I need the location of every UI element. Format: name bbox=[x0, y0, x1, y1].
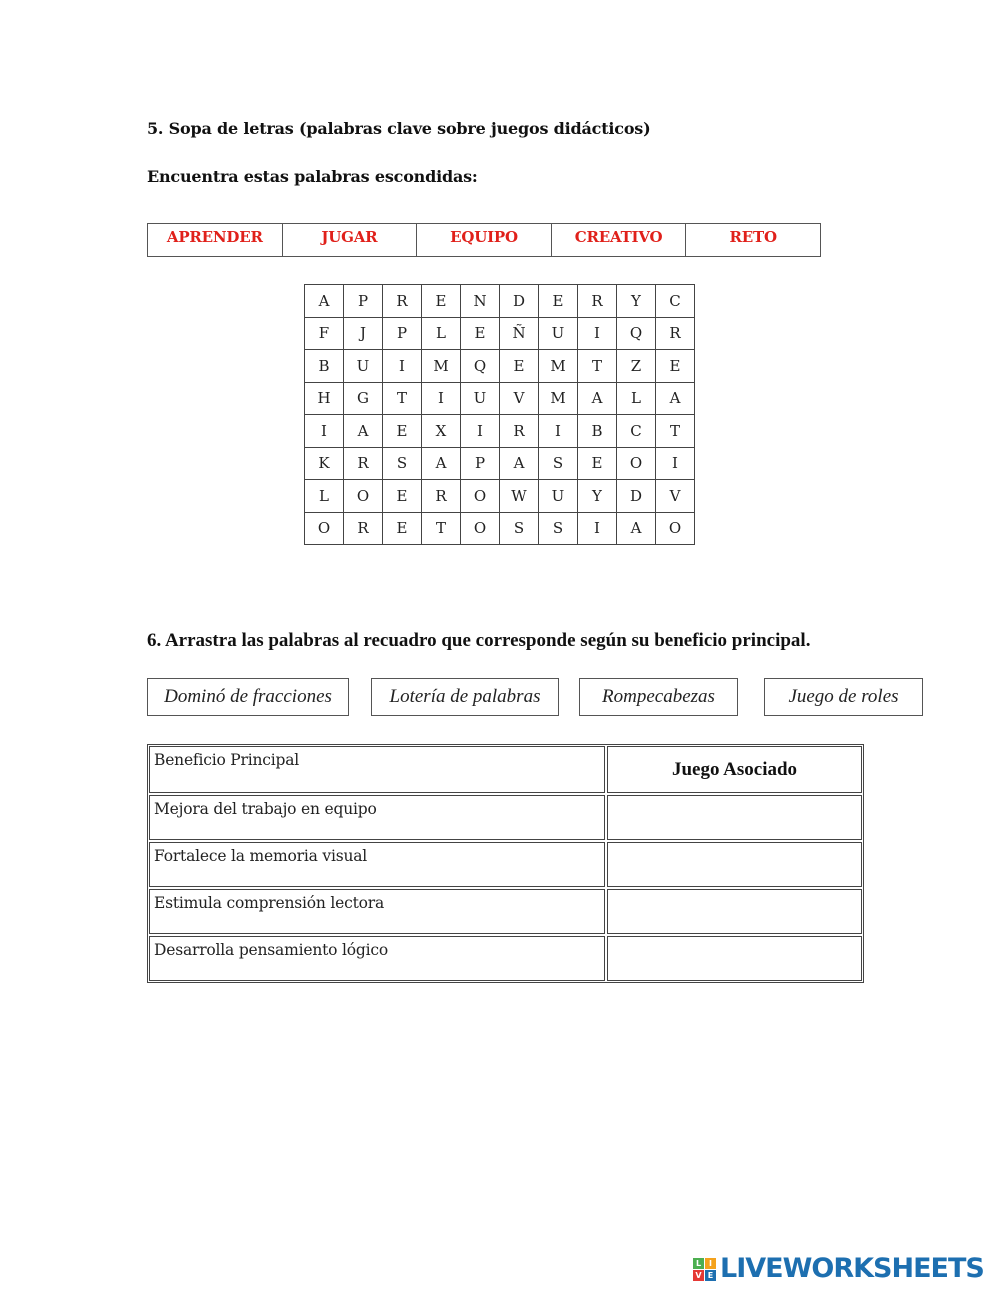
table-row bbox=[149, 795, 862, 840]
word-jugar: JUGAR bbox=[283, 224, 418, 256]
grid-letter[interactable]: U bbox=[539, 317, 578, 350]
grid-letter[interactable]: M bbox=[539, 382, 578, 415]
drop-zone-2[interactable] bbox=[607, 842, 862, 887]
grid-letter[interactable]: U bbox=[344, 350, 383, 383]
grid-row bbox=[305, 512, 695, 545]
grid-letter[interactable]: L bbox=[305, 480, 344, 513]
table-row bbox=[149, 889, 862, 934]
grid-letter[interactable]: A bbox=[344, 415, 383, 448]
grid-row bbox=[305, 382, 695, 415]
grid-letter[interactable]: R bbox=[344, 512, 383, 545]
chip-juego-roles[interactable]: Juego de roles bbox=[764, 678, 923, 716]
grid-letter[interactable]: R bbox=[344, 447, 383, 480]
section-5-instruction: Encuentra estas palabras escondidas: bbox=[147, 167, 478, 186]
grid-row bbox=[305, 447, 695, 480]
grid-letter[interactable]: T bbox=[422, 512, 461, 545]
grid-letter[interactable]: E bbox=[383, 512, 422, 545]
grid-letter[interactable]: S bbox=[539, 512, 578, 545]
grid-row bbox=[305, 415, 695, 448]
drop-zone-4[interactable] bbox=[607, 936, 862, 981]
grid-letter[interactable]: A bbox=[305, 285, 344, 318]
section-6-title: 6. Arrastra las palabras al recuadro que corresponde según su beneficio principal. bbox=[147, 630, 811, 651]
grid-letter[interactable]: E bbox=[461, 317, 500, 350]
grid-letter[interactable]: Q bbox=[461, 350, 500, 383]
grid-letter[interactable]: Y bbox=[617, 285, 656, 318]
grid-letter[interactable]: E bbox=[578, 447, 617, 480]
grid-letter[interactable]: P bbox=[383, 317, 422, 350]
table-row bbox=[149, 842, 862, 887]
chip-domino-fracciones[interactable]: Dominó de fracciones bbox=[147, 678, 349, 716]
grid-letter[interactable]: T bbox=[383, 382, 422, 415]
grid-letter[interactable]: R bbox=[383, 285, 422, 318]
grid-letter[interactable]: T bbox=[656, 415, 695, 448]
grid-letter[interactable]: S bbox=[539, 447, 578, 480]
grid-letter[interactable]: R bbox=[422, 480, 461, 513]
grid-letter[interactable]: A bbox=[578, 382, 617, 415]
grid-letter[interactable]: C bbox=[617, 415, 656, 448]
liveworksheets-logo bbox=[693, 1254, 984, 1284]
grid-letter[interactable]: I bbox=[305, 415, 344, 448]
grid-letter[interactable]: A bbox=[500, 447, 539, 480]
grid-letter[interactable]: D bbox=[617, 480, 656, 513]
grid-letter[interactable]: G bbox=[344, 382, 383, 415]
grid-letter[interactable]: E bbox=[383, 480, 422, 513]
grid-letter[interactable]: C bbox=[656, 285, 695, 318]
grid-letter[interactable]: U bbox=[461, 382, 500, 415]
grid-letter[interactable]: S bbox=[500, 512, 539, 545]
grid-letter[interactable]: O bbox=[461, 480, 500, 513]
benefit-label: Desarrolla pensamiento lógico bbox=[149, 936, 605, 981]
grid-letter[interactable]: D bbox=[500, 285, 539, 318]
grid-letter[interactable]: M bbox=[539, 350, 578, 383]
grid-letter[interactable]: P bbox=[461, 447, 500, 480]
grid-letter[interactable]: H bbox=[305, 382, 344, 415]
grid-letter[interactable]: L bbox=[617, 382, 656, 415]
table-header-row bbox=[149, 746, 862, 793]
grid-letter[interactable]: V bbox=[500, 382, 539, 415]
grid-letter[interactable]: X bbox=[422, 415, 461, 448]
grid-letter[interactable]: E bbox=[539, 285, 578, 318]
grid-letter[interactable]: F bbox=[305, 317, 344, 350]
grid-letter[interactable]: R bbox=[656, 317, 695, 350]
grid-letter[interactable]: O bbox=[617, 447, 656, 480]
word-creativo: CREATIVO bbox=[552, 224, 687, 256]
grid-letter[interactable]: B bbox=[578, 415, 617, 448]
grid-letter[interactable]: I bbox=[383, 350, 422, 383]
word-aprender: APRENDER bbox=[148, 224, 283, 256]
logo-text: LIVEWORKSHEETS bbox=[720, 1253, 984, 1284]
grid-letter[interactable]: A bbox=[656, 382, 695, 415]
grid-letter[interactable]: N bbox=[461, 285, 500, 318]
grid-letter[interactable]: B bbox=[305, 350, 344, 383]
drop-zone-3[interactable] bbox=[607, 889, 862, 934]
grid-letter[interactable]: M bbox=[422, 350, 461, 383]
grid-letter[interactable]: A bbox=[617, 512, 656, 545]
benefit-label: Mejora del trabajo en equipo bbox=[149, 795, 605, 840]
benefit-label: Fortalece la memoria visual bbox=[149, 842, 605, 887]
grid-letter[interactable]: L bbox=[422, 317, 461, 350]
grid-letter[interactable]: E bbox=[500, 350, 539, 383]
table-row bbox=[149, 936, 862, 981]
grid-letter[interactable]: Z bbox=[617, 350, 656, 383]
grid-letter[interactable]: Ñ bbox=[500, 317, 539, 350]
chip-loteria-palabras[interactable]: Lotería de palabras bbox=[371, 678, 559, 716]
logo-mark-icon bbox=[693, 1258, 716, 1281]
grid-row bbox=[305, 285, 695, 318]
grid-letter[interactable]: A bbox=[422, 447, 461, 480]
grid-letter[interactable]: T bbox=[578, 350, 617, 383]
grid-letter[interactable]: R bbox=[500, 415, 539, 448]
grid-letter[interactable]: E bbox=[422, 285, 461, 318]
grid-letter[interactable]: O bbox=[305, 512, 344, 545]
grid-letter[interactable]: J bbox=[344, 317, 383, 350]
grid-row bbox=[305, 317, 695, 350]
grid-letter[interactable]: O bbox=[656, 512, 695, 545]
word-equipo: EQUIPO bbox=[417, 224, 552, 256]
grid-letter[interactable]: O bbox=[344, 480, 383, 513]
chip-rompecabezas[interactable]: Rompecabezas bbox=[579, 678, 738, 716]
grid-letter[interactable]: I bbox=[656, 447, 695, 480]
grid-letter[interactable]: R bbox=[578, 285, 617, 318]
grid-letter[interactable]: O bbox=[461, 512, 500, 545]
logo-mark-letter: E bbox=[705, 1270, 716, 1281]
section-5-title: 5. Sopa de letras (palabras clave sobre juegos didácticos) bbox=[147, 119, 651, 138]
logo-mark-letter: I bbox=[705, 1258, 716, 1269]
grid-letter[interactable]: Y bbox=[578, 480, 617, 513]
grid-letter[interactable]: E bbox=[656, 350, 695, 383]
grid-letter[interactable]: E bbox=[383, 415, 422, 448]
grid-letter[interactable]: U bbox=[539, 480, 578, 513]
logo-mark-letter: L bbox=[693, 1258, 704, 1269]
grid-letter[interactable]: W bbox=[500, 480, 539, 513]
grid-letter[interactable]: I bbox=[422, 382, 461, 415]
grid-letter[interactable]: S bbox=[383, 447, 422, 480]
word-reto: RETO bbox=[729, 228, 777, 246]
matching-table bbox=[147, 744, 864, 983]
grid-letter[interactable]: V bbox=[656, 480, 695, 513]
grid-letter[interactable]: I bbox=[539, 415, 578, 448]
benefit-label: Estimula comprensión lectora bbox=[149, 889, 605, 934]
header-juego-asociado: Juego Asociado bbox=[607, 746, 862, 793]
grid-letter[interactable]: Q bbox=[617, 317, 656, 350]
drop-zone-1[interactable] bbox=[607, 795, 862, 840]
word-list bbox=[147, 223, 821, 257]
grid-letter[interactable]: I bbox=[578, 317, 617, 350]
grid-letter[interactable]: I bbox=[578, 512, 617, 545]
grid-row bbox=[305, 350, 695, 383]
grid-letter[interactable]: I bbox=[461, 415, 500, 448]
letter-grid bbox=[304, 284, 695, 545]
grid-row bbox=[305, 480, 695, 513]
grid-letter[interactable]: P bbox=[344, 285, 383, 318]
grid-letter[interactable]: K bbox=[305, 447, 344, 480]
header-beneficio: Beneficio Principal bbox=[149, 746, 605, 793]
logo-mark-letter: V bbox=[693, 1270, 704, 1281]
